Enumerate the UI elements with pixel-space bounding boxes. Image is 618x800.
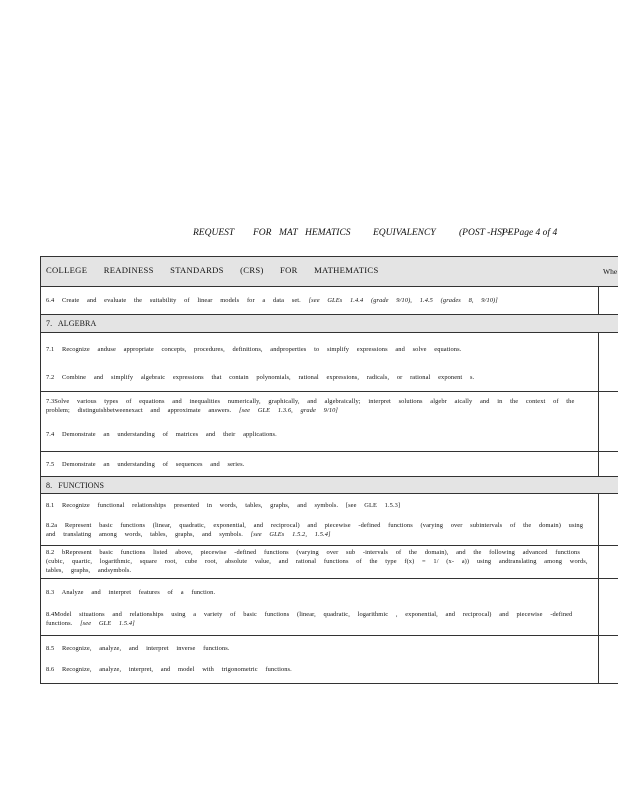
header-word: MAT [279, 228, 298, 238]
table-row [41, 333, 618, 392]
header-word: REQUEST [193, 228, 235, 238]
standard-text: 8.2 bRepresent basic functions listed above, piecewise -defined functions (varying over sub -intervals of the domain), and the following advanced functions (cubic, quartic, logarithmic, square root, cube root, absolute value, and rational functions of the type f(x) = 1/ (x- a)) using andtranslating among words, tables, graphs, andsymbols. [46, 549, 588, 574]
standard-text: 7.4 Demonstrate an understanding of matrices and their applications. [46, 431, 277, 438]
table-row [41, 287, 618, 315]
table-row [41, 392, 618, 452]
table-row [41, 636, 618, 683]
table-row [41, 452, 618, 477]
standard-text [46, 521, 594, 539]
standard-text: 8.6 Recognize, analyze, interpret, and model with trigonometric functions. [46, 666, 292, 673]
header-word: FOR [253, 228, 272, 238]
standard-text: 8.3 Analyze and interpret features of a function. [46, 589, 216, 596]
gle-reference: [see GLEs 1.4.4 (grade 9/10), 1.4.5 (grades 8, 9/10)] [308, 297, 498, 304]
gle-reference: [see GLE 1.5.4] [80, 620, 135, 627]
table-row [41, 494, 618, 546]
gle-reference: [see GLEs 1.5.2, 1.5.4] [250, 531, 331, 538]
standard-text: 7.2 Combine and simplify algebraic expressions that contain polynomials, rational expressions, radicals, or rational exponent s. [46, 374, 475, 381]
section-row [41, 477, 618, 494]
table-row [41, 579, 618, 636]
standard-text [46, 610, 594, 628]
table-row [41, 546, 618, 579]
table-header-row [41, 257, 618, 287]
standard-text: 8.1 Recognize functional relationships presented in words, tables, graphs, and symbols. [see GLE 1.5.3] [46, 502, 401, 509]
standard-text [46, 397, 594, 415]
standard-text: 6.4 Create and evaluate the suitability of linear models for a data set. [46, 297, 301, 304]
section-title: 7. ALGEBRA [46, 319, 97, 328]
standard-text: 7.1 Recognize anduse appropriate concepts, procedures, definitions, andproperties to simplify expressions and solve equations. [46, 346, 462, 353]
standards-table [40, 256, 618, 684]
header-word: (POST -HSPE [459, 228, 514, 238]
standard-text: 8.5 Recognize, analyze, and interpret inverse functions. [46, 645, 230, 652]
standard-text [46, 296, 594, 305]
gle-reference: [see GLE 1.3.6, grade 9/10] [239, 407, 338, 414]
standard-text: 8.4Model situations and relationships using a variety of basic functions (linear, quadratic, logarithmic , exponential, and reciprocal) and piecewise -defined functions. [46, 611, 573, 627]
standard-text: 7.3Solve various types of equations and inequalities numerically, graphically, and algebraically; interpret solutions algebr aically and in the context of the problem; distinguishbetweenexact and approximate answers. [46, 398, 575, 414]
section-title: 8. FUNCTIONS [46, 481, 105, 490]
header-word: HEMATICS [305, 228, 351, 238]
table-header: COLLEGE READINESS STANDARDS (CRS) FOR MATHEMATICS [46, 265, 379, 275]
standard-text: 8.2a Represent basic functions (linear, quadratic, exponential, and reciprocal) and piecewise -defined functions (varying over subintervals of the domain) using and translating among words, tables, graphs, and symbols. [46, 522, 584, 538]
section-row [41, 315, 618, 333]
header-word: EQUIVALENCY [373, 228, 436, 238]
standard-text: 7.5 Demonstrate an understanding of sequences and series. [46, 461, 245, 468]
page-header [193, 228, 613, 244]
page-number: ) – Page 4 of 4 [501, 228, 558, 238]
side-column-header: Whe [603, 267, 618, 276]
